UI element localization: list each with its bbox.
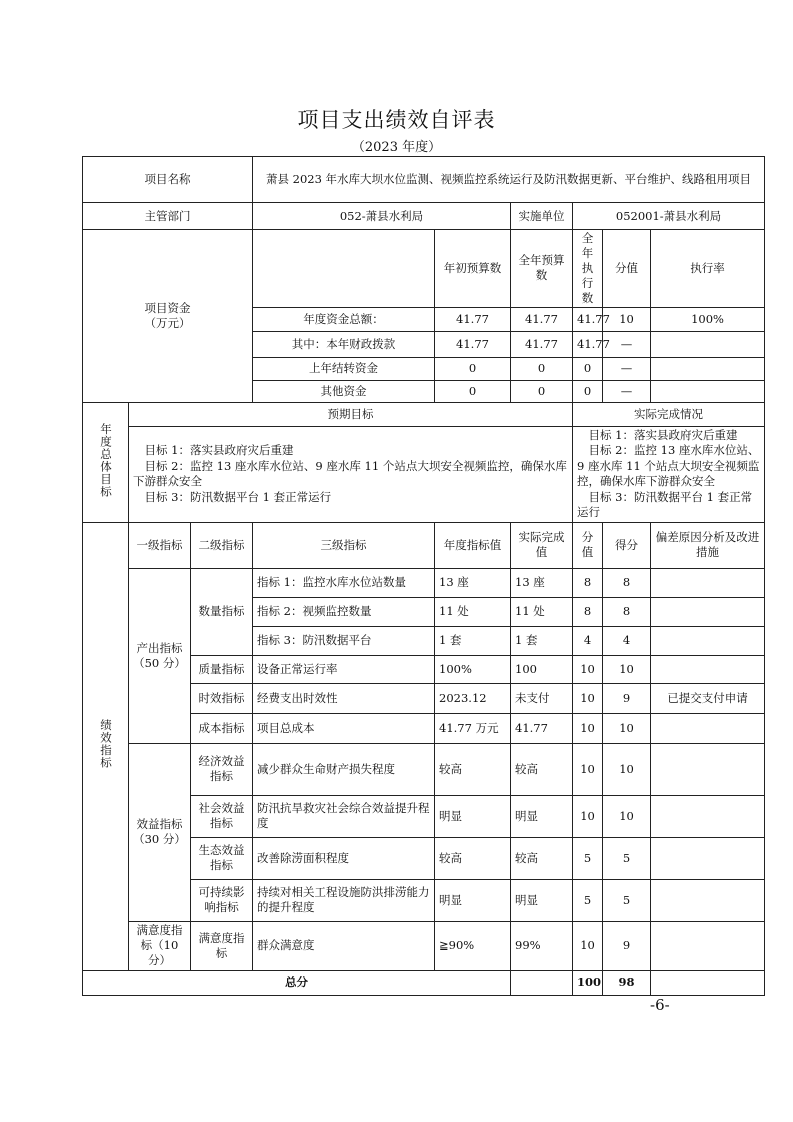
actual-value: 1 套 [511, 626, 573, 655]
deviation-note [651, 597, 765, 626]
actual-value: 100 [511, 655, 573, 683]
funds-row-label: 年度资金总额： [253, 307, 435, 331]
target-value: 2023.12 [435, 683, 511, 713]
actual-goals [573, 426, 765, 522]
total-label: 总分 [83, 970, 511, 995]
dept-label: 主管部门 [83, 203, 253, 230]
score-value: 10 [573, 795, 603, 837]
l2-indicator: 经济效益指标 [191, 743, 253, 795]
actual-value: 99% [511, 921, 573, 970]
funds-cell: 41.77 [435, 331, 511, 357]
funds-cell: 41.77 [511, 307, 573, 331]
l3-indicator: 经费支出时效性 [253, 683, 435, 713]
got-value: 10 [603, 655, 651, 683]
score-value: 10 [573, 683, 603, 713]
target-value: 较高 [435, 837, 511, 879]
funds-header-executed: 全年执行数 [573, 230, 603, 308]
goals-content-row [83, 426, 765, 522]
l3-indicator: 指标 1：监控水库水位站数量 [253, 568, 435, 597]
funds-cell: — [603, 380, 651, 402]
actual-goal: 目标 3：防汛数据平台 1 套正常运行 [577, 489, 753, 520]
goals-label: 年度总体目标 [83, 402, 129, 522]
deviation-note [651, 921, 765, 970]
actual-value: 明显 [511, 795, 573, 837]
actual-value: 明显 [511, 879, 573, 921]
l3-indicator: 项目总成本 [253, 713, 435, 743]
perf-header: 实际完成值 [511, 522, 573, 568]
deviation-note [651, 655, 765, 683]
benefit-indicator-label: 效益指标 （30 分） [129, 743, 191, 921]
score-value: 4 [573, 626, 603, 655]
got-value: 8 [603, 597, 651, 626]
funds-row-label: 上年结转资金 [253, 357, 435, 380]
funds-header-rate: 执行率 [651, 230, 765, 308]
target-value: 100% [435, 655, 511, 683]
got-value: 10 [603, 743, 651, 795]
funds-row-label: 其他资金 [253, 380, 435, 402]
actual-value: 11 处 [511, 597, 573, 626]
got-value: 8 [603, 568, 651, 597]
deviation-note [651, 713, 765, 743]
total-got: 98 [603, 970, 651, 995]
l2-indicator: 可持续影响指标 [191, 879, 253, 921]
self-evaluation-table [82, 156, 765, 996]
unit-label: 实施单位 [511, 203, 573, 230]
l3-indicator: 群众满意度 [253, 921, 435, 970]
l2-indicator: 质量指标 [191, 655, 253, 683]
funds-header-score: 分值 [603, 230, 651, 308]
got-value: 4 [603, 626, 651, 655]
l2-indicator: 社会效益指标 [191, 795, 253, 837]
score-value: 5 [573, 837, 603, 879]
target-value: 较高 [435, 743, 511, 795]
expected-goals-label: 预期目标 [129, 402, 573, 426]
funds-cell: 41.77 [573, 307, 603, 331]
perf-header: 分值 [573, 522, 603, 568]
actual-value: 较高 [511, 837, 573, 879]
total-score: 100 [573, 970, 603, 995]
funds-cell: 0 [511, 380, 573, 402]
expected-goal: 目标 1：落实县政府灾后重建 [144, 443, 294, 458]
goals-header-row [83, 402, 765, 426]
target-value: 13 座 [435, 568, 511, 597]
dept-value: 052-萧县水利局 [253, 203, 511, 230]
score-value: 10 [573, 743, 603, 795]
actual-value: 41.77 [511, 713, 573, 743]
got-value: 9 [603, 683, 651, 713]
page-number: -6- [650, 996, 670, 1014]
deviation-note [651, 568, 765, 597]
expected-goals [129, 426, 573, 522]
project-name-value: 萧县 2023 年水库大坝水位监测、视频监控系统运行及防汛数据更新、平台维护、线路租用项目 [253, 157, 765, 203]
total-note [651, 970, 765, 995]
target-value: 明显 [435, 795, 511, 837]
funds-cell: 0 [435, 380, 511, 402]
l3-indicator: 设备正常运行率 [253, 655, 435, 683]
l2-indicator: 时效指标 [191, 683, 253, 713]
deviation-note [651, 795, 765, 837]
funds-cell [651, 357, 765, 380]
funds-cell: 10 [603, 307, 651, 331]
deviation-note [651, 837, 765, 879]
total-row [83, 970, 765, 995]
project-name-label: 项目名称 [83, 157, 253, 203]
funds-row-label: 其中：本年财政拨款 [253, 331, 435, 357]
funds-cell: 41.77 [573, 331, 603, 357]
l2-indicator: 满意度指标 [191, 921, 253, 970]
score-value: 10 [573, 655, 603, 683]
target-value: 1 套 [435, 626, 511, 655]
perf-row [83, 743, 765, 795]
page-title: 项目支出绩效自评表 [297, 108, 496, 132]
target-value: 明显 [435, 879, 511, 921]
actual-goal: 目标 1：落实县政府灾后重建 [588, 427, 738, 442]
funds-header-full: 全年预算数 [511, 230, 573, 308]
expected-goal: 目标 3：防汛数据平台 1 套正常运行 [144, 489, 332, 504]
funds-cell: 41.77 [435, 307, 511, 331]
funds-header-blank [253, 230, 435, 308]
project-name-row [83, 157, 765, 203]
l3-indicator: 防汛抗旱救灾社会综合效益提升程度 [253, 795, 435, 837]
expected-goal: 目标 2：监控 13 座水库水位站、9 座水库 11 个站点大坝安全视频监控，确保水库下游群众安全 [133, 458, 567, 489]
perf-header: 三级指标 [253, 522, 435, 568]
unit-value: 052001-萧县水利局 [573, 203, 765, 230]
l3-indicator: 持续对相关工程设施防洪排涝能力的提升程度 [253, 879, 435, 921]
got-value: 5 [603, 837, 651, 879]
funds-cell [651, 380, 765, 402]
score-value: 10 [573, 713, 603, 743]
funds-cell: 100% [651, 307, 765, 331]
got-value: 5 [603, 879, 651, 921]
actual-value: 未支付 [511, 683, 573, 713]
target-value: ≧90% [435, 921, 511, 970]
funds-cell: 0 [511, 357, 573, 380]
got-value: 10 [603, 713, 651, 743]
l2-indicator: 成本指标 [191, 713, 253, 743]
actual-goals-label: 实际完成情况 [573, 402, 765, 426]
actual-value: 13 座 [511, 568, 573, 597]
perf-header: 得分 [603, 522, 651, 568]
target-value: 41.77 万元 [435, 713, 511, 743]
funds-cell: 41.77 [511, 331, 573, 357]
l3-indicator: 改善除涝面积程度 [253, 837, 435, 879]
actual-value: 较高 [511, 743, 573, 795]
got-value: 9 [603, 921, 651, 970]
l2-indicator: 数量指标 [191, 568, 253, 655]
l3-indicator: 指标 2：视频监控数量 [253, 597, 435, 626]
perf-header: 偏差原因分析及改进措施 [651, 522, 765, 568]
score-value: 5 [573, 879, 603, 921]
funds-cell: — [603, 331, 651, 357]
perf-row [83, 921, 765, 970]
got-value: 10 [603, 795, 651, 837]
l2-indicator: 生态效益指标 [191, 837, 253, 879]
l3-indicator: 减少群众生命财产损失程度 [253, 743, 435, 795]
deviation-note [651, 743, 765, 795]
deviation-note [651, 626, 765, 655]
score-value: 8 [573, 597, 603, 626]
funds-cell [651, 331, 765, 357]
perf-header: 一级指标 [129, 522, 191, 568]
total-blank [511, 970, 573, 995]
department-row [83, 203, 765, 230]
funds-cell: 0 [435, 357, 511, 380]
score-value: 8 [573, 568, 603, 597]
target-value: 11 处 [435, 597, 511, 626]
funds-header-initial: 年初预算数 [435, 230, 511, 308]
funds-cell: 0 [573, 357, 603, 380]
funds-cell: — [603, 357, 651, 380]
perf-header: 年度指标值 [435, 522, 511, 568]
perf-row [83, 568, 765, 597]
funds-header-row [83, 230, 765, 308]
deviation-note: 已提交支付申请 [651, 683, 765, 713]
perf-header: 二级指标 [191, 522, 253, 568]
actual-goal: 目标 2：监控 13 座水库水位站、9 座水库 11 个站点大坝安全视频监控，确保水库下游群众安全 [577, 443, 760, 489]
perf-header-row [83, 522, 765, 568]
score-value: 10 [573, 921, 603, 970]
deviation-note [651, 879, 765, 921]
output-indicator-label: 产出指标 （50 分） [129, 568, 191, 743]
l3-indicator: 指标 3：防汛数据平台 [253, 626, 435, 655]
funds-label: 项目资金 （万元） [83, 230, 253, 403]
perf-label: 绩效指标 [83, 522, 129, 970]
funds-cell: 0 [573, 380, 603, 402]
satisfaction-indicator-label: 满意度指标（10 分） [129, 921, 191, 970]
page-subtitle: （2023 年度） [351, 140, 442, 155]
